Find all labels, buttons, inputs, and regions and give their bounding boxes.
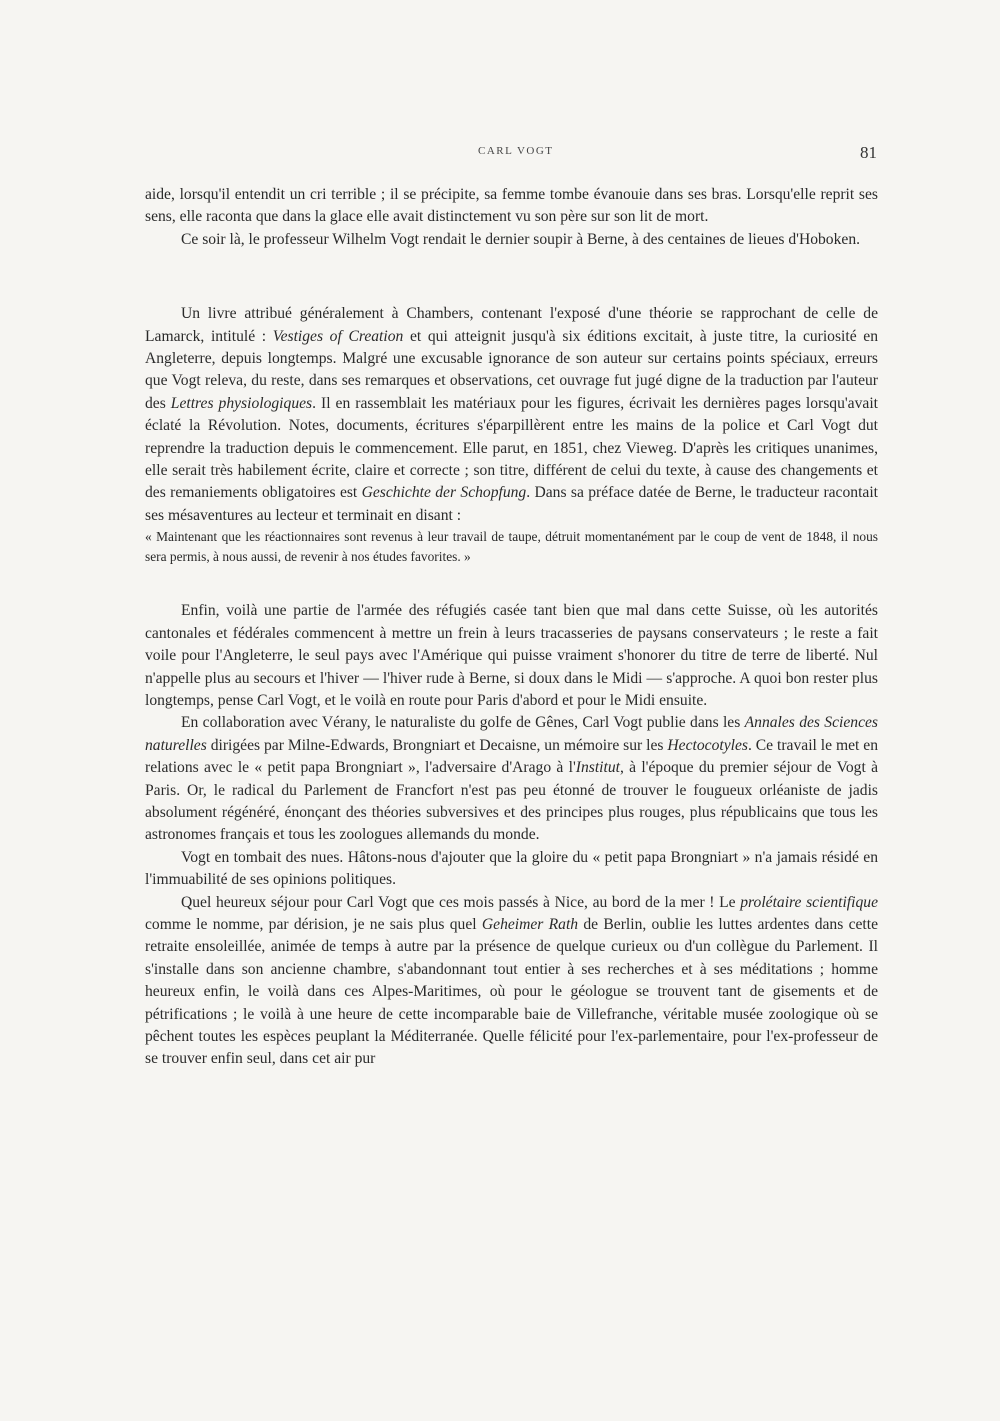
book-title: Lettres physiologiques: [170, 394, 313, 412]
text-run: . Dans sa préface datée de Berne, le traducteur racontait ses mésaventures au lecteur et terminait en disant :: [145, 484, 878, 524]
paragraph: Enfin, voilà une partie de l'armée des réfugiés casée tant bien que mal dans cette Suisse, où les autorités cantonales et fédérales commencent à mettre un frein à leurs tracasseries de paysans conservateurs ; le reste a fait voile pour l'Angleterre, le seul pays avec l'Amérique qui puisse vraiment s'honorer du titre de terre de liberté. Nul n'appelle plus au secours et l'hiver — l'hiver rude à Berne, si doux dans le Midi — s'approche. A quoi bon rester plus longtemps, pense Carl Vogt, et le voilà en route pour Paris d'abord et pour le Midi ensuite.: [145, 602, 878, 709]
page-header: [0, 143, 1000, 167]
text-run: Un livre attribué généralement à Chambers, contenant l'exposé d'une théorie se rapprochant de celle de Lamarck, intitulé :: [145, 305, 878, 345]
term-italic: prolétaire scientifique: [740, 893, 878, 911]
text-run: et qui atteignit jusqu'à six éditions excitait, à juste titre, la curiosité en Angleterre, depuis longtemps. Malgré une excusable ignorance de son auteur sur certains points spéciaux, erreurs que Vogt releva, du reste, dans ses remarques et observations, cet ouvrage fut jugé digne de la traduction par l'auteur des: [145, 327, 879, 412]
term-italic: Hectocotyles: [667, 736, 748, 754]
text-run: Quel heureux séjour pour Carl Vogt que ces mois passés à Nice, au bord de la mer ! Le: [181, 893, 741, 911]
section-break: [145, 251, 878, 303]
text-run: comme le nomme, par dérision, je ne sais plus quel: [145, 915, 482, 933]
term-italic: Institut: [575, 759, 620, 777]
paragraph: Ce soir là, le professeur Wilhelm Vogt rendait le dernier soupir à Berne, à des centaines de lieues d'Hoboken.: [181, 230, 861, 248]
paragraph: [145, 892, 878, 1071]
term-italic: Geheimer Rath: [481, 915, 579, 933]
page-number: 81: [860, 143, 877, 162]
book-title: Geschichte der Schopfung: [361, 484, 527, 502]
text-run: , à l'époque du premier séjour de Vogt à Paris. Or, le radical du Parlement de Francfort n'est pas peu étonné de trouver le fougueux orléaniste de jadis absolument régénéré, énonçant des théories subversives et des principes plus rouges, plus républicains que tous les astronomes français et tous les zoologues allemands du monde.: [145, 759, 878, 844]
book-title: Vestiges of Creation: [272, 327, 404, 345]
text-run: dirigées par Milne-Edwards, Brongniart et Decaisne, un mémoire sur les: [206, 736, 668, 754]
text-run: . Il en rassemblait les matériaux pour les figures, écrivait les dernières pages lorsqu'avait éclaté la Révolution. Notes, documents, écritures s'éparpillèrent entre les mains de la police et Carl Vogt dut reprendre la traduction depuis le commencement. Elle parut, en 1851, chez Vieweg. D'après les critiques unanimes, elle serait très habilement écrite, claire et correcte ; son titre, différent de celui du texte, à cause des changements et des remaniements obligatoires est: [145, 394, 878, 502]
paragraph: [145, 303, 878, 527]
text-run: . Ce travail le met en relations avec le « petit papa Brongniart », l'adversaire d'Arago à l': [145, 736, 878, 777]
paragraph: [145, 712, 878, 846]
section-break: [145, 566, 878, 600]
paragraph: aide, lorsqu'il entendit un cri terrible ; il se précipite, sa femme tombe évanouie dans ses bras. Lorsqu'elle reprit ses sens, elle raconta que dans la glace elle avait distinctement vu son père sur son lit de mort.: [145, 186, 878, 226]
paragraph: Vogt en tombait des nues. Hâtons-nous d'ajouter que la gloire du « petit papa Brongniart » n'a jamais résidé en l'immuabilité de ses opinions politiques.: [145, 848, 878, 889]
text-run: de Berlin, oublie les luttes ardentes dans cette retraite ensoleillée, animée de temps à autre par la présence de quelque curieux ou d'un collègue du Parlement. Il s'installe dans son ancienne chambre, s'abandonnant tout entier à ses recherches et à ses méditations ; homme heureux enfin, le voilà dans ces Alpes-Maritimes, où pour le géologue se trouvent tant de gisements et de pétrifications ; le voilà à une heure de cette incomparable baie de Villefranche, véritable musée zoologique où se pêchent toutes les espèces peuplant la Méditerranée. Quelle félicité pour l'ex-parlementaire, pour l'ex-professeur de se trouver enfin seul, dans cet air pur: [145, 915, 878, 1068]
running-head: CARL VOGT: [478, 145, 554, 157]
text-run: En collaboration avec Vérany, le naturaliste du golfe de Gênes, Carl Vogt publie dans les: [181, 714, 745, 732]
block-quote: « Maintenant que les réactionnaires sont revenus à leur travail de taupe, détruit momentanément par le coup de vent de 1848, il nous sera permis, à nous aussi, de revenir à nos études favorites. »: [145, 529, 878, 564]
journal-title: Annales des Sciences naturelles: [145, 714, 878, 754]
page-body: [145, 184, 878, 1071]
